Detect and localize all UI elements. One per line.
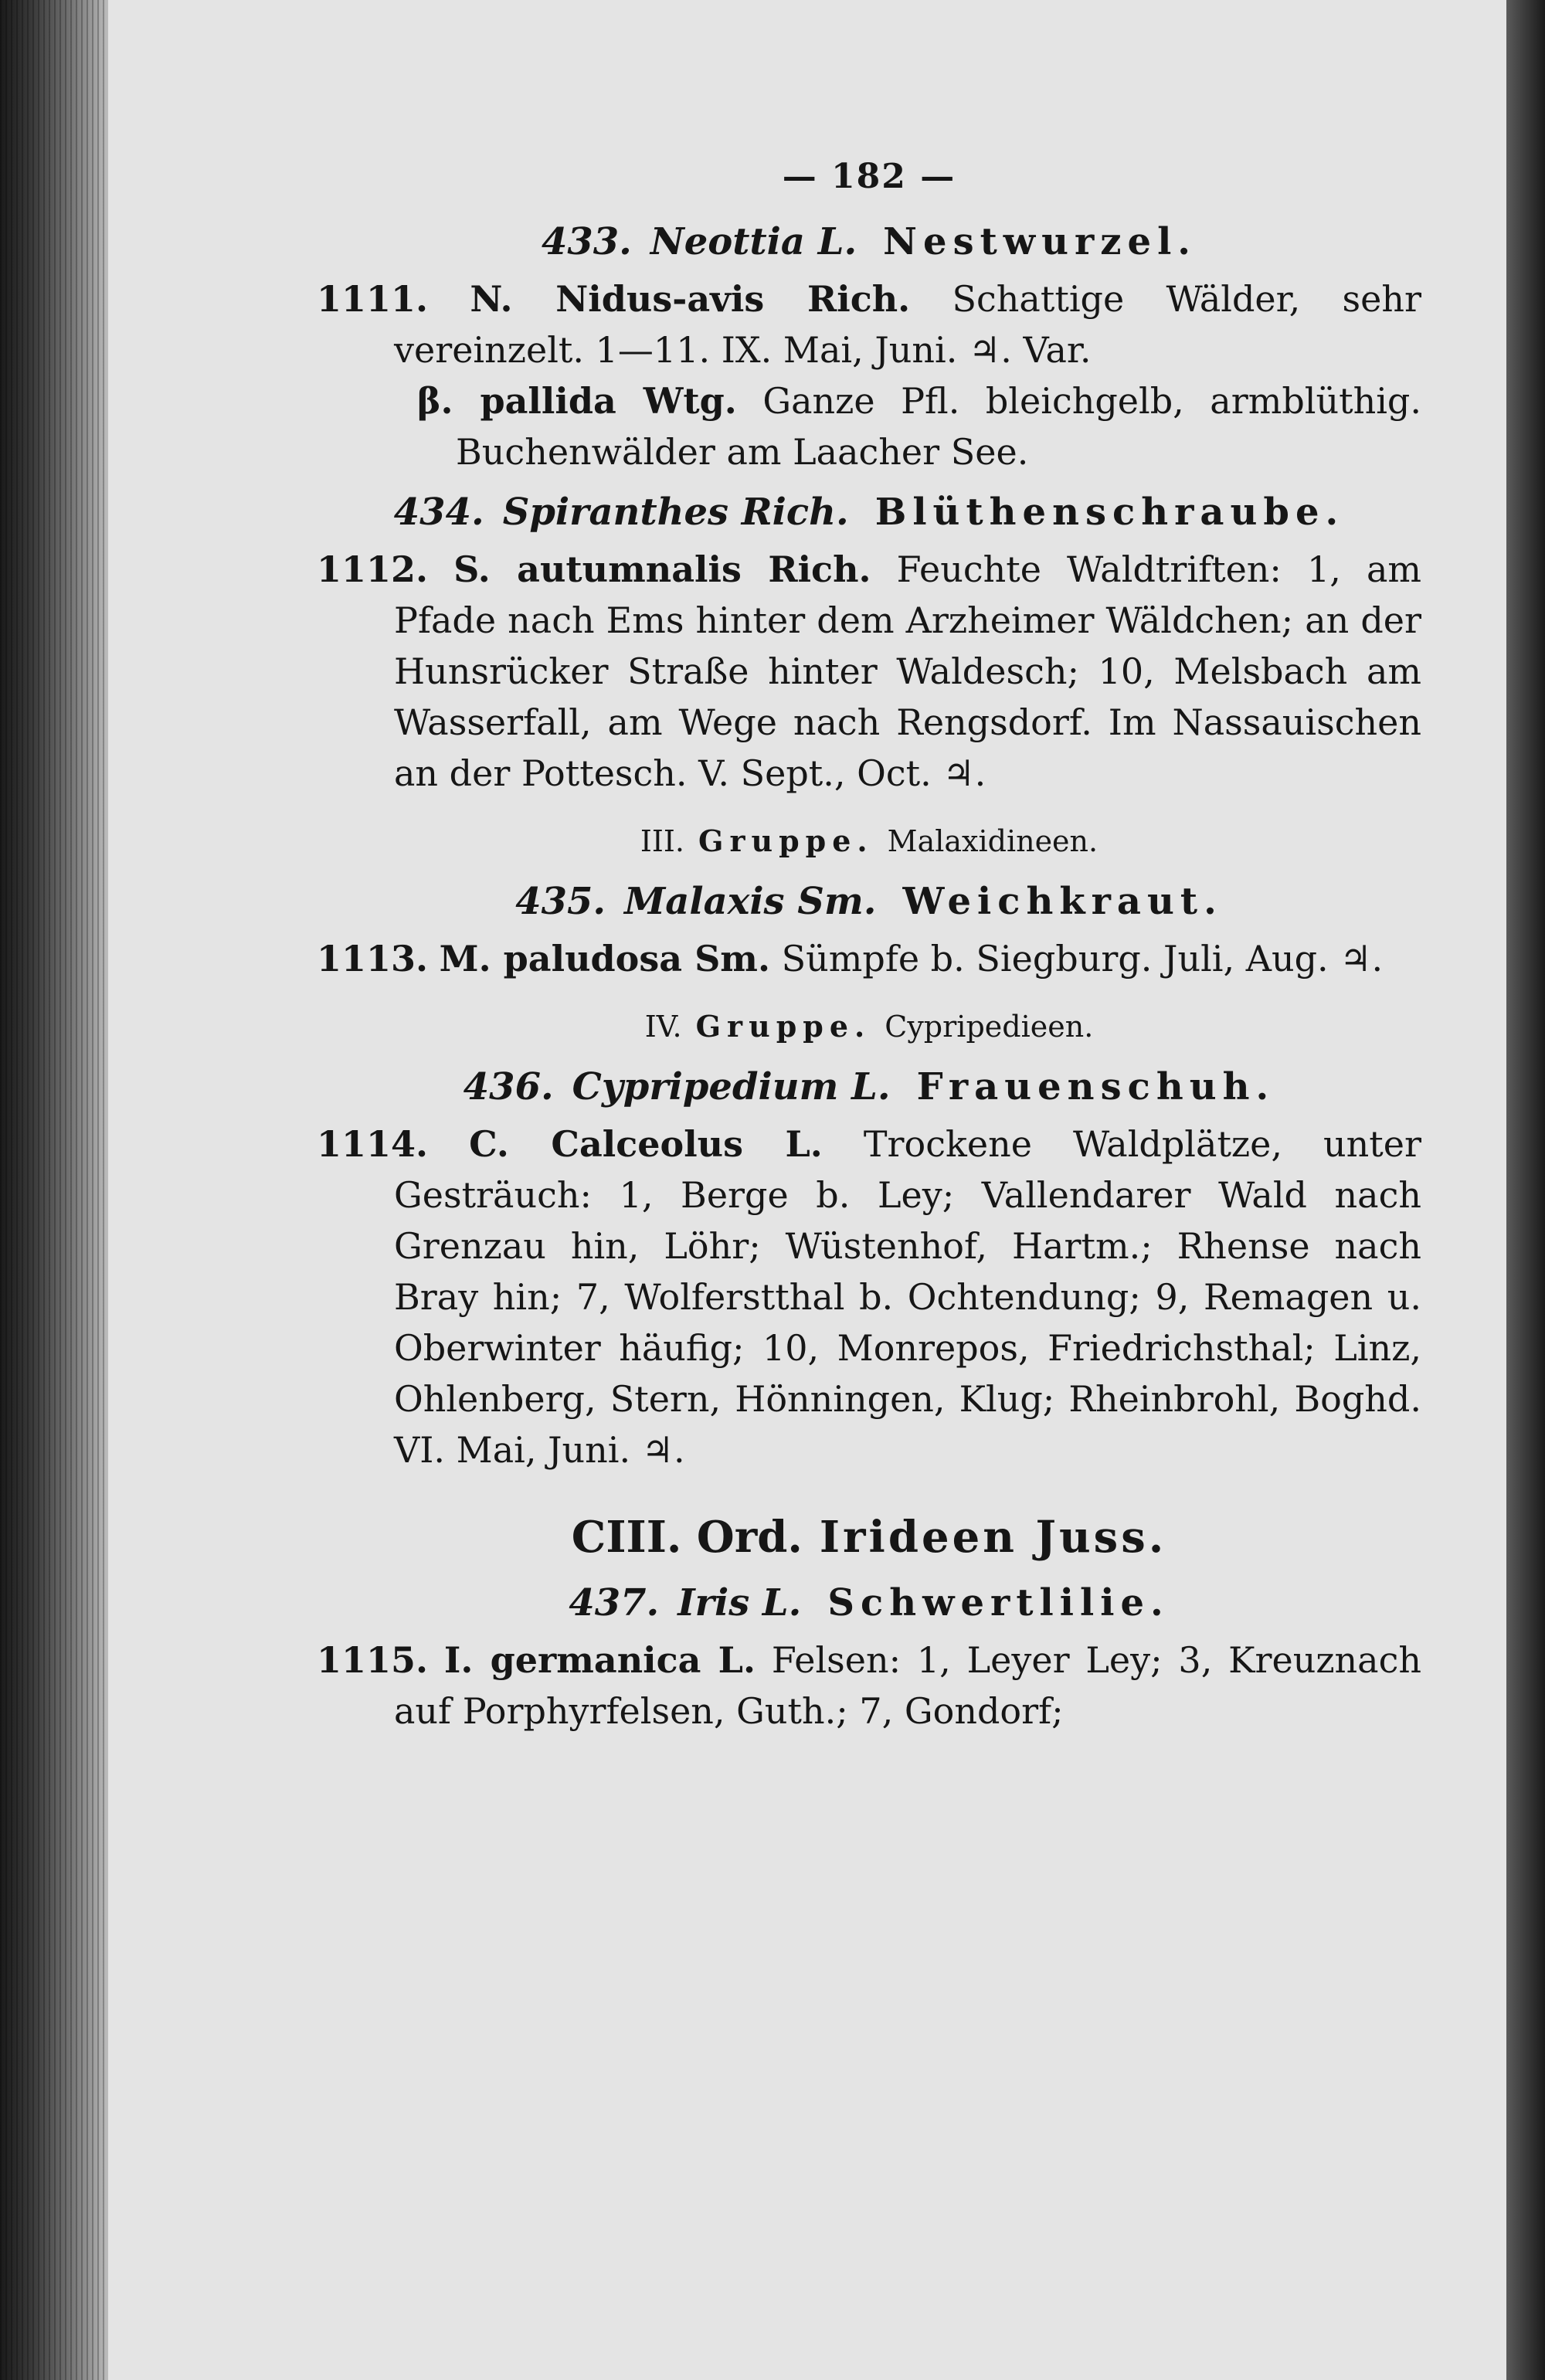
- page-text: [317, 147, 1421, 1737]
- species-name: S. autumnalis Rich.: [453, 548, 871, 590]
- entry-number: 1111.: [317, 278, 429, 320]
- genus-german-name: Blüthenschraube.: [874, 491, 1345, 534]
- genus-number: 434.: [393, 491, 484, 534]
- species-entry-1114: [317, 1119, 1421, 1475]
- order-name: Irideen Juss.: [819, 1512, 1167, 1563]
- species-name: M. paludosa Sm.: [439, 938, 770, 980]
- group-name: Cypripedieen.: [885, 1010, 1094, 1044]
- genus-german-name: Weichkraut.: [902, 880, 1223, 923]
- group-name: Malaxidineen.: [887, 824, 1098, 858]
- entry-number: 1115.: [317, 1639, 429, 1681]
- species-entry-1112: [317, 544, 1421, 799]
- genus-latin-name: Cypripedium L.: [572, 1065, 891, 1109]
- species-name: N. Nidus-avis Rich.: [470, 278, 911, 320]
- group-numeral: IV.: [644, 1010, 682, 1044]
- group-label: Gruppe.: [695, 1009, 871, 1044]
- species-entry-1111: [317, 273, 1421, 375]
- genus-german-name: Schwertlilie.: [827, 1581, 1170, 1625]
- variety-name: β. pallida Wtg.: [417, 380, 737, 422]
- entry-number: 1112.: [317, 548, 429, 590]
- entry-text: Feuchte Waldtriften: 1, am Pfade nach Ems hinter dem Arzheimer Wäldchen; an der Hunsrücker Straße hinter Waldesch; 10, Melsbach am Wasserfall, am Wege nach Rengsdorf. Im Nassauischen an der Pottesch. V. Sept., Oct. ♃.: [394, 548, 1422, 794]
- group-heading-3: [317, 816, 1421, 867]
- genus-latin-name: Iris L.: [677, 1581, 802, 1625]
- entry-text: Schattige Wälder, sehr vereinzelt. 1—11. IX. Mai, Juni. ♃. Var.: [394, 278, 1421, 371]
- species-entry-1113: [317, 933, 1421, 984]
- genus-number: 436.: [463, 1065, 554, 1109]
- genus-heading-433: [317, 216, 1421, 267]
- variety-entry: [317, 375, 1421, 477]
- entry-text: Trockene Waldplätze, unter Gesträuch: 1, Berge b. Ley; Vallendarer Wald nach Grenzau hin, Löhr; Wüstenhof, Hartm.; Rhense nach Bray hin; 7, Wolferstthal b. Ochtendung; 9, Remagen u. Oberwinter häufig; 10, Monrepos, Friedrichsthal; Linz, Ohlenberg, Stern, Hönningen, Klug; Rheinbrohl, Boghd. VI. Mai, Juni. ♃.: [394, 1123, 1422, 1471]
- entry-text: Felsen: 1, Leyer Ley; 3, Kreuznach auf Porphyrfelsen, Guth.; 7, Gondorf;: [394, 1639, 1422, 1732]
- species-entry-1115: [317, 1635, 1421, 1737]
- genus-number: 433.: [541, 220, 632, 263]
- page-edge-stack: [0, 0, 108, 2380]
- genus-heading-435: [317, 876, 1421, 927]
- species-name: C. Calceolus L.: [469, 1123, 823, 1165]
- order-abbr: Ord.: [696, 1512, 803, 1563]
- entry-text: Sümpfe b. Siegburg. Juli, Aug. ♃.: [781, 938, 1384, 980]
- entry-number: 1113.: [317, 938, 429, 980]
- genus-german-name: Nestwurzel.: [883, 220, 1197, 263]
- genus-latin-name: Neottia L.: [650, 220, 857, 263]
- genus-heading-434: [317, 487, 1421, 538]
- page-number: — 182 —: [782, 157, 956, 196]
- genus-heading-437: [317, 1577, 1421, 1628]
- genus-number: 435.: [515, 880, 606, 923]
- species-name: I. germanica L.: [443, 1639, 756, 1681]
- variety-text: Ganze Pfl. bleichgelb, armblüthig. Buchenwälder am Laacher See.: [456, 380, 1421, 473]
- order-heading-103: [317, 1506, 1421, 1568]
- book-spine: [1506, 0, 1545, 2380]
- genus-latin-name: Spiranthes Rich.: [502, 491, 849, 534]
- genus-german-name: Frauenschuh.: [916, 1065, 1275, 1109]
- order-numeral: CIII.: [571, 1512, 682, 1563]
- genus-latin-name: Malaxis Sm.: [624, 880, 877, 923]
- group-numeral: III.: [640, 824, 684, 858]
- genus-number: 437.: [569, 1581, 660, 1625]
- group-label: Gruppe.: [698, 823, 874, 858]
- entry-number: 1114.: [317, 1123, 429, 1165]
- group-heading-4: [317, 1001, 1421, 1052]
- genus-heading-436: [317, 1061, 1421, 1112]
